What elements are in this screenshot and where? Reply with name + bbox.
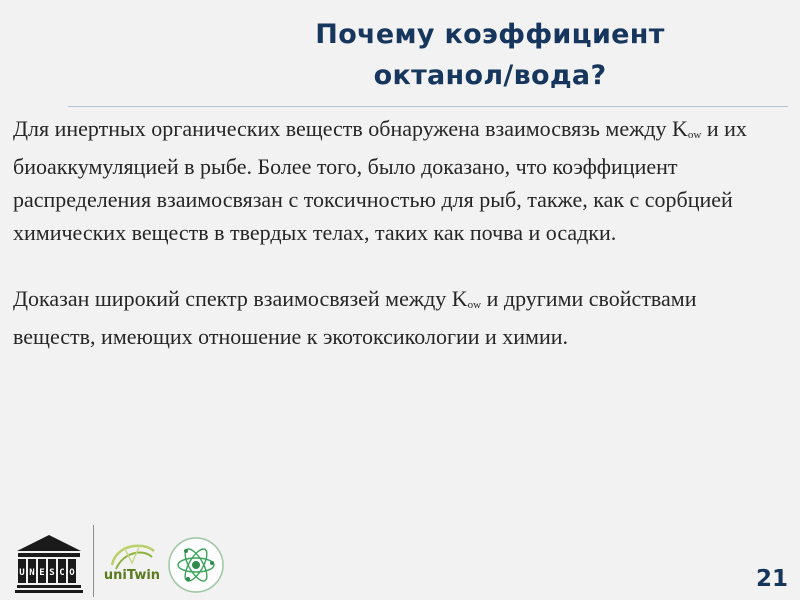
unesco-chair-logo bbox=[166, 535, 226, 595]
slide-title bbox=[200, 14, 780, 96]
svg-text:C: C bbox=[59, 568, 65, 578]
paragraph-2 bbox=[13, 282, 783, 353]
logo-divider bbox=[93, 525, 94, 597]
p2-text-start: Доказан широкий спектр взаимосвязей между K bbox=[13, 286, 468, 311]
title-divider bbox=[68, 106, 788, 107]
svg-text:N: N bbox=[29, 568, 35, 578]
svg-text:E: E bbox=[39, 568, 45, 578]
unitwin-logo bbox=[102, 535, 162, 593]
svg-text:uniTwin: uniTwin bbox=[103, 568, 161, 583]
svg-text:O: O bbox=[69, 568, 75, 578]
p1-kow-subscript: ow bbox=[687, 129, 702, 141]
p2-kow-subscript: ow bbox=[467, 299, 482, 311]
unesco-logo bbox=[14, 533, 84, 595]
page-number: 21 bbox=[755, 566, 788, 592]
title-line-2: октанол/вода? bbox=[373, 60, 607, 91]
p2-text-end: и другими свойствами веществ, имеющих отношение к экотоксикологии и химии. bbox=[13, 286, 697, 349]
slide-body bbox=[13, 112, 783, 353]
svg-text:U: U bbox=[19, 568, 25, 578]
p1-text-end: и их биоаккумуляцией в рыбе. Более того, было доказано, что коэффициент распределения взаимосвязан с токсичностью для рыб, также, как с сорбцией химических веществ в твердых телах, таких как почва и осадки. bbox=[13, 116, 747, 245]
p1-text-start: Для инертных органических веществ обнаружена взаимосвязь между K bbox=[13, 116, 688, 141]
title-line-1: Почему коэффициент bbox=[315, 19, 665, 50]
svg-text:S: S bbox=[49, 568, 55, 578]
paragraph-1 bbox=[13, 112, 783, 249]
